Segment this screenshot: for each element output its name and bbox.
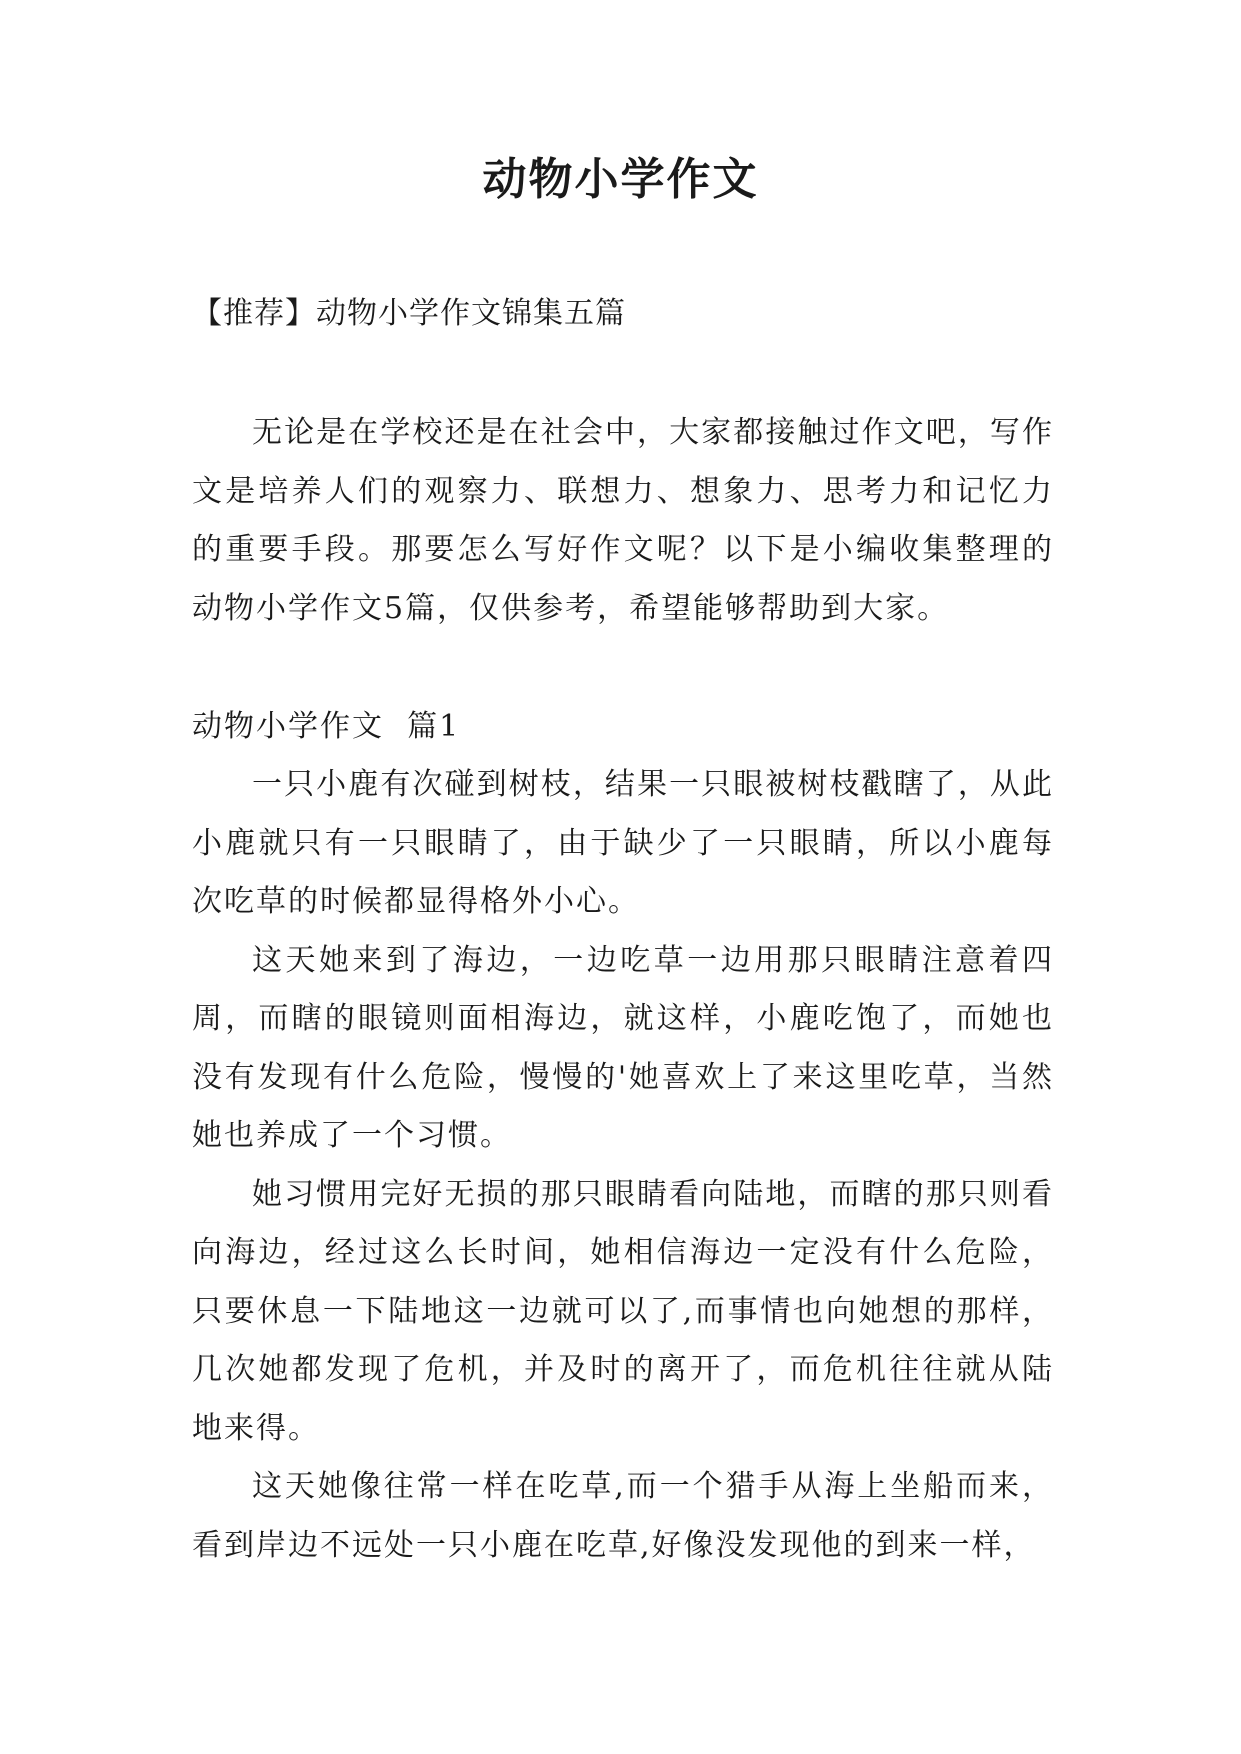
section-heading: 动物小学作文 篇1 [192, 709, 461, 744]
story-paragraph: 这天她来到了海边，一边吃草一边用那只眼睛注意着四周，而瞎的眼镜则面相海边，就这样，小鹿吃饱了，而她也没有发现有什么危险，慢慢的'她喜欢上了来这里吃草，当然她也养成了一个习惯。 [192, 942, 1054, 1153]
story-paragraph: 这天她像往常一样在吃草,而一个猎手从海上坐船而来，看到岸边不远处一只小鹿在吃草,好像没发现他的到来一样， [192, 1469, 1054, 1563]
intro-block [192, 404, 1054, 638]
story-paragraph: 一只小鹿有次碰到树枝，结果一只眼被树枝戳瞎了，从此小鹿就只有一只眼睛了，由于缺少了一只眼睛，所以小鹿每次吃草的时候都显得格外小心。 [192, 767, 1054, 919]
intro-paragraph: 无论是在学校还是在社会中，大家都接触过作文吧，写作文是培养人们的观察力、联想力、想象力、思考力和记忆力的重要手段。那要怎么写好作文呢？以下是小编收集整理的动物小学作文5篇，仅供参考，希望能够帮助到大家。 [192, 415, 1054, 626]
story-block [192, 756, 1054, 1575]
story-paragraph: 她习惯用完好无损的那只眼睛看向陆地，而瞎的那只则看向海边，经过这么长时间，她相信海边一定没有什么危险，只要休息一下陆地这一边就可以了,而事情也向她想的那样，几次她都发现了危机，并及时的离开了，而危机往往就从陆地来得。 [192, 1176, 1054, 1446]
document-title: 动物小学作文 [482, 154, 759, 205]
document-subtitle: 【推荐】动物小学作文锦集五篇 [192, 296, 626, 331]
